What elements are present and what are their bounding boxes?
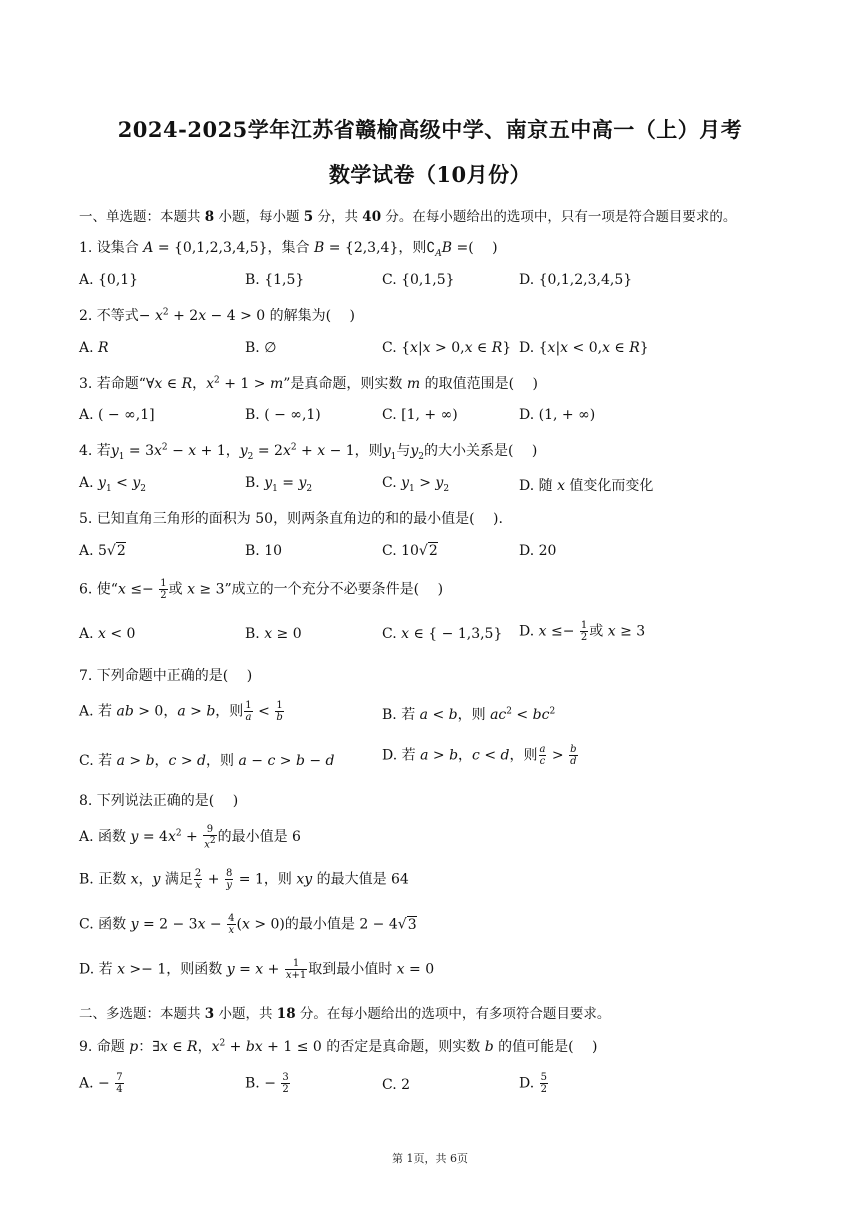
q6-option-b: B. x ≥ 0 xyxy=(245,626,302,642)
q3-option-d: D. (1, + ∞) xyxy=(519,407,596,423)
q1-option-a: A. {0,1} xyxy=(79,272,139,288)
q2-option-c: C. {x|x > 0,x ∈ R} xyxy=(382,340,512,356)
q7-option-a: A. 若 ab > 0，a > b，则 $\frac{1}{a}$ < $\frac{1}{b}$ xyxy=(79,700,283,723)
exam-title-line2: 数学试卷（10月份） xyxy=(328,162,532,187)
q6-option-a: A. x < 0 xyxy=(79,626,136,642)
q9-option-d: D. $\frac{5}{2}$ xyxy=(519,1072,548,1095)
section1-heading: 一、单选题：本题共 8 小题，每小题 5 分，共 40 分。在每小题给出的选项中，只有一项是符合题目要求的。 xyxy=(79,209,737,225)
q2-option-a: A. R xyxy=(79,340,109,356)
q5-option-c: C. 10√2 xyxy=(382,543,438,559)
exam-title-line1: 2024-2025学年江苏省赣榆高级中学、南京五中高一（上）月考 xyxy=(117,117,743,142)
q6-option-c: C. x ∈ { − 1,3,5} xyxy=(382,626,503,642)
q5-option-d: D. 20 xyxy=(519,543,557,559)
question-2: 2. 不等式− $x^2 + 2x - 4 > 0$ 的解集为( ) xyxy=(79,307,355,324)
question-9: 9. 命题 p：∃x ∈ R，$x^2$ + bx + 1 ≤ 0 的否定是真命题，则实数 b 的值可能是( ) xyxy=(79,1038,598,1055)
q3-option-c: C. [1, + ∞) xyxy=(382,407,458,423)
question-3: 3. 若命题“∀x ∈ R，$x^2 + 1 > m$”是真命题，则实数 m 的取值范围是( ) xyxy=(79,375,538,392)
q6-option-d: D. x ≤− $\frac{1}{2}$ 或 x ≥ 3 xyxy=(519,620,646,643)
q9-option-c: C. 2 xyxy=(382,1077,411,1093)
q8-option-b: B. 正数 x，y 满足 $\frac{2}{x}$ + $\frac{8}{y}$ = 1，则 xy 的最大值是 64 xyxy=(79,868,409,891)
q1-option-c: C. {0,1,5} xyxy=(382,272,455,288)
q9-option-b: B. − $\frac{3}{2}$ xyxy=(245,1072,289,1095)
q8-option-a: A. 函数 $y = 4x^2$ + $\frac{9}{x^2}$ 的最小值是 6 xyxy=(79,824,301,851)
q7-option-b: B. 若 a < b，则 $ac^2 < bc^2$ xyxy=(382,706,556,723)
q4-option-b: B. $y_1 = y_2$ xyxy=(245,475,313,494)
question-5: 5. 已知直角三角形的面积为 50，则两条直角边的和的最小值是( ). xyxy=(79,511,503,527)
q7-option-d: D. 若 a > b，c < d，则 $\frac{a}{c}$ > $\frac{b}{d}$ xyxy=(382,744,577,767)
q8-option-c: C. 函数 y = 2 − 3x − $\frac{4}{x}$ (x > 0)的最小值是 2 − 4√3 xyxy=(79,913,417,936)
q5-option-b: B. 10 xyxy=(245,543,283,559)
question-7: 7. 下列命题中正确的是( ) xyxy=(79,668,253,684)
q8-option-d: D. 若 x >− 1，则函数 y = x + $\frac{1}{x+1}$ 取到最小值时 x = 0 xyxy=(79,958,435,981)
question-1: 1. 设集合 A = {0,1,2,3,4,5}，集合 B = {2,3,4}，则$∁_AB$ =( ) xyxy=(79,240,498,259)
question-6: 6. 使“x ≤− $\frac{1}{2}$ 或 x ≥ 3”成立的一个充分不必要条件是( ) xyxy=(79,578,444,601)
section2-heading: 二、多选题：本题共 3 小题，共 18 分。在每小题给出的选项中，有多项符合题目要求。 xyxy=(79,1006,611,1022)
q4-option-c: C. $y_1 > y_2$ xyxy=(382,475,450,494)
q3-option-b: B. ( − ∞,1) xyxy=(245,407,321,423)
q4-option-d: D. 随 x 值变化而变化 xyxy=(519,478,654,494)
q3-option-a: A. ( − ∞,1] xyxy=(79,407,155,423)
q2-option-d: D. {x|x < 0,x ∈ R} xyxy=(519,340,649,356)
question-8: 8. 下列说法正确的是( ) xyxy=(79,793,239,809)
q7-option-c: C. 若 a > b，c > d，则 a − c > b − d xyxy=(79,753,335,769)
q4-option-a: A. $y_1 < y_2$ xyxy=(79,475,146,494)
page-footer: 第 1页，共 6页 xyxy=(392,1152,468,1165)
question-4: 4. 若$y_1 = 3x^2 - x + 1$，$y_2 = 2x^2 + x - 1$，则$y_1$与$y_2$的大小关系是( ) xyxy=(79,442,538,462)
q1-option-d: D. {0,1,2,3,4,5} xyxy=(519,272,633,288)
q1-option-b: B. {1,5} xyxy=(245,272,305,288)
q9-option-a: A. − $\frac{7}{4}$ xyxy=(79,1072,123,1095)
q5-option-a: A. 5√2 xyxy=(79,543,126,559)
q2-option-b: B. ∅ xyxy=(245,340,277,356)
